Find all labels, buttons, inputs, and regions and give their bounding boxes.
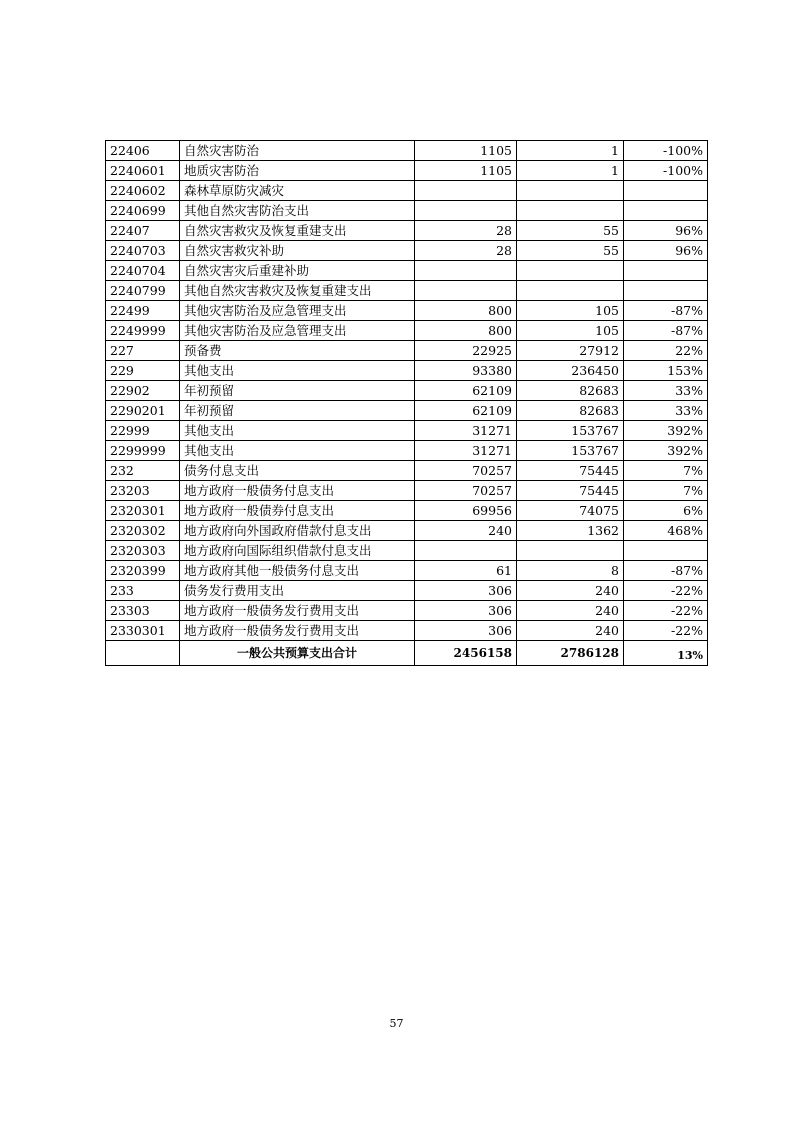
cell-change-pct: -22% bbox=[624, 581, 708, 601]
cell-name: 地方政府向外国政府借款付息支出 bbox=[180, 521, 415, 541]
cell-change-pct: 6% bbox=[624, 501, 708, 521]
table-row bbox=[106, 621, 708, 641]
cell-name: 其他自然灾害救灾及恢复重建支出 bbox=[180, 281, 415, 301]
cell-change-pct bbox=[624, 541, 708, 561]
cell-code: 227 bbox=[106, 341, 180, 361]
cell-code: 2240699 bbox=[106, 201, 180, 221]
cell-value-curr: 75445 bbox=[517, 481, 624, 501]
cell-value-prev: 306 bbox=[415, 601, 517, 621]
cell-name: 其他支出 bbox=[180, 421, 415, 441]
cell-code: 232 bbox=[106, 461, 180, 481]
cell-name: 年初预留 bbox=[180, 381, 415, 401]
cell-name: 地方政府一般债券付息支出 bbox=[180, 501, 415, 521]
cell-code: 22406 bbox=[106, 141, 180, 161]
total-cell-code bbox=[106, 641, 180, 666]
cell-value-prev: 800 bbox=[415, 301, 517, 321]
cell-value-prev bbox=[415, 181, 517, 201]
table-row bbox=[106, 481, 708, 501]
cell-value-curr: 1 bbox=[517, 141, 624, 161]
cell-change-pct: -100% bbox=[624, 141, 708, 161]
cell-code: 23303 bbox=[106, 601, 180, 621]
cell-code: 2330301 bbox=[106, 621, 180, 641]
page-number: 57 bbox=[389, 1017, 404, 1030]
cell-change-pct: -22% bbox=[624, 601, 708, 621]
cell-change-pct: -100% bbox=[624, 161, 708, 181]
table-row bbox=[106, 441, 708, 461]
cell-code: 2320301 bbox=[106, 501, 180, 521]
budget-expenditure-table bbox=[105, 140, 708, 666]
cell-code: 2290201 bbox=[106, 401, 180, 421]
table-body bbox=[106, 141, 708, 666]
cell-code: 2320302 bbox=[106, 521, 180, 541]
table-row bbox=[106, 181, 708, 201]
cell-code: 22902 bbox=[106, 381, 180, 401]
cell-name: 自然灾害灾后重建补助 bbox=[180, 261, 415, 281]
cell-value-curr: 75445 bbox=[517, 461, 624, 481]
cell-value-curr bbox=[517, 201, 624, 221]
cell-code: 2240601 bbox=[106, 161, 180, 181]
cell-change-pct: 33% bbox=[624, 381, 708, 401]
table-row bbox=[106, 361, 708, 381]
cell-value-prev: 800 bbox=[415, 321, 517, 341]
cell-value-prev: 69956 bbox=[415, 501, 517, 521]
cell-value-curr: 240 bbox=[517, 621, 624, 641]
cell-name: 地质灾害防治 bbox=[180, 161, 415, 181]
cell-name: 自然灾害防治 bbox=[180, 141, 415, 161]
cell-change-pct: 33% bbox=[624, 401, 708, 421]
cell-change-pct: 96% bbox=[624, 221, 708, 241]
cell-name: 森林草原防灾减灾 bbox=[180, 181, 415, 201]
cell-value-curr: 55 bbox=[517, 221, 624, 241]
table-row bbox=[106, 301, 708, 321]
cell-code: 229 bbox=[106, 361, 180, 381]
cell-value-curr: 153767 bbox=[517, 421, 624, 441]
cell-value-prev: 1105 bbox=[415, 141, 517, 161]
table-row bbox=[106, 141, 708, 161]
cell-value-curr: 74075 bbox=[517, 501, 624, 521]
cell-value-curr: 153767 bbox=[517, 441, 624, 461]
table-row bbox=[106, 201, 708, 221]
cell-code: 2299999 bbox=[106, 441, 180, 461]
cell-value-prev: 93380 bbox=[415, 361, 517, 381]
cell-value-prev: 1105 bbox=[415, 161, 517, 181]
cell-code: 233 bbox=[106, 581, 180, 601]
cell-name: 预备费 bbox=[180, 341, 415, 361]
cell-change-pct: 7% bbox=[624, 481, 708, 501]
cell-code: 2240703 bbox=[106, 241, 180, 261]
cell-code: 2320303 bbox=[106, 541, 180, 561]
cell-value-curr: 105 bbox=[517, 301, 624, 321]
cell-value-prev: 306 bbox=[415, 621, 517, 641]
table-row bbox=[106, 521, 708, 541]
cell-change-pct bbox=[624, 281, 708, 301]
cell-value-curr: 82683 bbox=[517, 381, 624, 401]
cell-change-pct bbox=[624, 181, 708, 201]
cell-code: 2249999 bbox=[106, 321, 180, 341]
table-row bbox=[106, 241, 708, 261]
table-row bbox=[106, 541, 708, 561]
cell-name: 债务发行费用支出 bbox=[180, 581, 415, 601]
cell-value-prev: 70257 bbox=[415, 461, 517, 481]
cell-name: 年初预留 bbox=[180, 401, 415, 421]
cell-name: 其他灾害防治及应急管理支出 bbox=[180, 321, 415, 341]
total-cell-value-prev: 2456158 bbox=[415, 641, 517, 666]
cell-code: 22499 bbox=[106, 301, 180, 321]
table-row bbox=[106, 161, 708, 181]
cell-change-pct: -87% bbox=[624, 321, 708, 341]
table-row bbox=[106, 321, 708, 341]
cell-change-pct bbox=[624, 261, 708, 281]
table-row bbox=[106, 501, 708, 521]
cell-value-curr: 105 bbox=[517, 321, 624, 341]
total-cell-name: 一般公共预算支出合计 bbox=[180, 641, 415, 666]
cell-code: 2240799 bbox=[106, 281, 180, 301]
cell-name: 其他支出 bbox=[180, 441, 415, 461]
cell-name: 地方政府一般债务发行费用支出 bbox=[180, 601, 415, 621]
cell-value-prev bbox=[415, 261, 517, 281]
cell-name: 地方政府向国际组织借款付息支出 bbox=[180, 541, 415, 561]
cell-value-curr bbox=[517, 181, 624, 201]
cell-name: 自然灾害救灾补助 bbox=[180, 241, 415, 261]
cell-value-prev bbox=[415, 281, 517, 301]
cell-value-prev: 306 bbox=[415, 581, 517, 601]
table-row bbox=[106, 581, 708, 601]
cell-name: 其他灾害防治及应急管理支出 bbox=[180, 301, 415, 321]
total-cell-value-curr: 2786128 bbox=[517, 641, 624, 666]
cell-value-curr: 82683 bbox=[517, 401, 624, 421]
cell-value-curr bbox=[517, 261, 624, 281]
cell-code: 2320399 bbox=[106, 561, 180, 581]
cell-value-curr bbox=[517, 541, 624, 561]
cell-code: 2240602 bbox=[106, 181, 180, 201]
cell-value-prev: 61 bbox=[415, 561, 517, 581]
cell-value-prev: 240 bbox=[415, 521, 517, 541]
cell-name: 地方政府一般债务发行费用支出 bbox=[180, 621, 415, 641]
cell-value-prev bbox=[415, 541, 517, 561]
cell-change-pct: -87% bbox=[624, 301, 708, 321]
cell-name: 自然灾害救灾及恢复重建支出 bbox=[180, 221, 415, 241]
cell-change-pct: 468% bbox=[624, 521, 708, 541]
cell-value-prev: 62109 bbox=[415, 381, 517, 401]
cell-value-curr: 236450 bbox=[517, 361, 624, 381]
cell-value-curr bbox=[517, 281, 624, 301]
cell-value-curr: 27912 bbox=[517, 341, 624, 361]
cell-value-prev bbox=[415, 201, 517, 221]
table-row bbox=[106, 401, 708, 421]
cell-name: 地方政府其他一般债务付息支出 bbox=[180, 561, 415, 581]
cell-value-prev: 22925 bbox=[415, 341, 517, 361]
cell-name: 地方政府一般债务付息支出 bbox=[180, 481, 415, 501]
cell-change-pct: 7% bbox=[624, 461, 708, 481]
cell-value-curr: 8 bbox=[517, 561, 624, 581]
cell-value-curr: 1362 bbox=[517, 521, 624, 541]
cell-value-prev: 28 bbox=[415, 221, 517, 241]
cell-name: 其他自然灾害防治支出 bbox=[180, 201, 415, 221]
cell-value-curr: 1 bbox=[517, 161, 624, 181]
cell-change-pct: 392% bbox=[624, 441, 708, 461]
table-row bbox=[106, 261, 708, 281]
table-row bbox=[106, 221, 708, 241]
cell-value-prev: 31271 bbox=[415, 421, 517, 441]
cell-value-curr: 240 bbox=[517, 581, 624, 601]
cell-value-prev: 70257 bbox=[415, 481, 517, 501]
table-row bbox=[106, 601, 708, 621]
cell-change-pct: 392% bbox=[624, 421, 708, 441]
cell-change-pct bbox=[624, 201, 708, 221]
cell-name: 债务付息支出 bbox=[180, 461, 415, 481]
cell-value-prev: 28 bbox=[415, 241, 517, 261]
table-row bbox=[106, 561, 708, 581]
cell-name: 其他支出 bbox=[180, 361, 415, 381]
table-row bbox=[106, 421, 708, 441]
cell-change-pct: 96% bbox=[624, 241, 708, 261]
table-row bbox=[106, 461, 708, 481]
cell-value-curr: 55 bbox=[517, 241, 624, 261]
cell-value-prev: 31271 bbox=[415, 441, 517, 461]
total-cell-change-pct: 13% bbox=[624, 641, 708, 666]
cell-code: 23203 bbox=[106, 481, 180, 501]
table-row bbox=[106, 281, 708, 301]
cell-code: 2240704 bbox=[106, 261, 180, 281]
cell-change-pct: 22% bbox=[624, 341, 708, 361]
table-row bbox=[106, 341, 708, 361]
cell-change-pct: -87% bbox=[624, 561, 708, 581]
table-row bbox=[106, 381, 708, 401]
total-row bbox=[106, 641, 708, 666]
cell-value-prev: 62109 bbox=[415, 401, 517, 421]
cell-code: 22407 bbox=[106, 221, 180, 241]
cell-value-curr: 240 bbox=[517, 601, 624, 621]
cell-change-pct: 153% bbox=[624, 361, 708, 381]
cell-change-pct: -22% bbox=[624, 621, 708, 641]
cell-code: 22999 bbox=[106, 421, 180, 441]
